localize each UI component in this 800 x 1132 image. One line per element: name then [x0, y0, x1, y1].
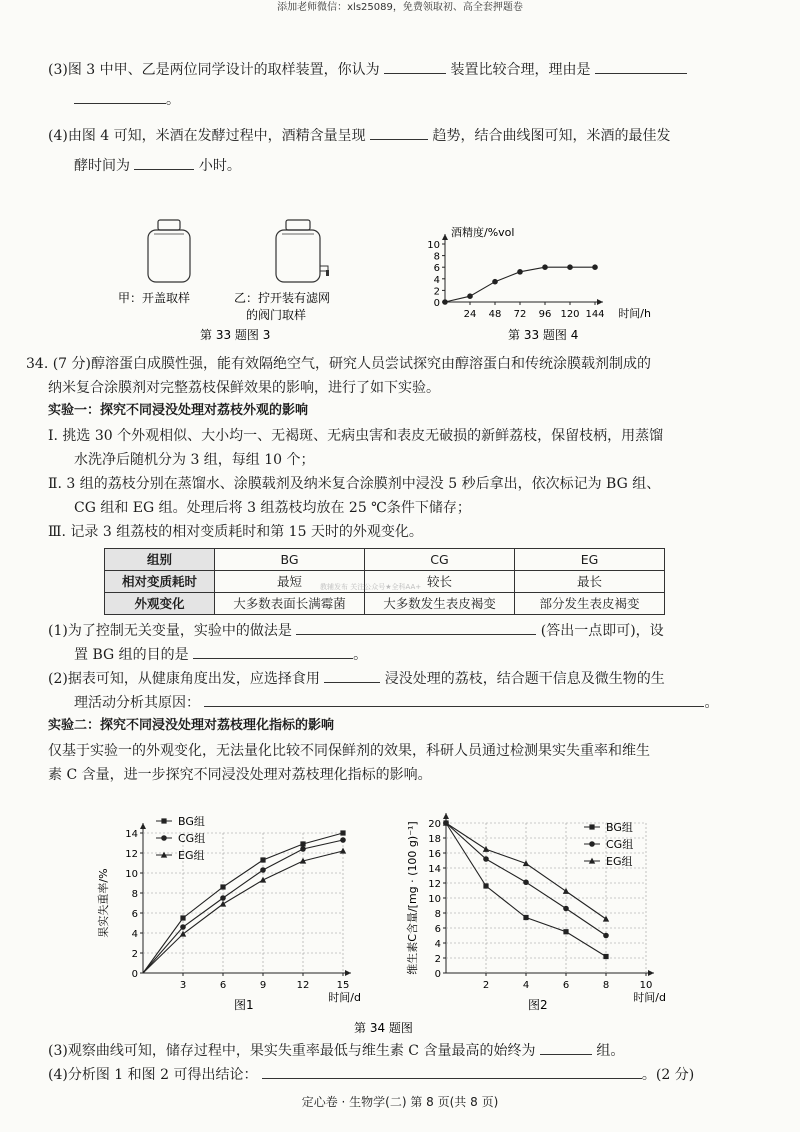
fig3-label-yi-2: 的阀门取样	[246, 308, 307, 322]
y-tick-label: 0	[433, 298, 440, 309]
answer-blank[interactable]	[296, 621, 536, 635]
y-tick-label: 2	[131, 949, 138, 960]
y-axis-arrow	[140, 823, 146, 829]
q34-p2-text-b: 浸没处理的荔枝，结合题干信息及微生物的生	[384, 671, 665, 687]
answer-blank[interactable]	[324, 669, 380, 683]
q34-figures-svg	[48, 787, 748, 1039]
q33-figures-svg	[48, 184, 748, 342]
data-point	[220, 895, 226, 901]
y-tick-label: 12	[125, 849, 138, 860]
q34-p4-text-b: 。(2 分)	[641, 1067, 695, 1083]
table-header-cell: EG	[515, 549, 665, 571]
q33-part4-line2	[48, 154, 748, 184]
y-tick-label: 2	[433, 286, 440, 298]
y-tick-label: 10	[125, 869, 138, 880]
answer-blank[interactable]	[540, 1041, 592, 1055]
data-point	[483, 846, 489, 852]
q34-part1-line2	[48, 643, 748, 667]
q34-part1-line1	[48, 619, 748, 643]
table-header-cell: BG	[215, 549, 365, 571]
x-tick-label: 96	[538, 309, 552, 320]
legend-marker	[589, 841, 595, 847]
data-point	[220, 901, 226, 907]
q34-figure-caption: 第 34 题图	[354, 1021, 413, 1035]
q34-p3-text-b: 组。	[596, 1043, 625, 1059]
x-axis-label: 时间/d	[633, 991, 666, 1004]
table-header-cell: CG	[365, 549, 515, 571]
x-axis-arrow	[597, 299, 603, 305]
q33-part4-line1	[48, 124, 748, 154]
q34-intro-line2: 纳米复合涂膜剂对完整荔枝保鲜效果的影响，进行了如下实验。	[48, 380, 440, 396]
data-point	[603, 933, 609, 939]
y-tick-label: 8	[434, 909, 441, 920]
data-point	[260, 877, 266, 883]
x-tick-label: 48	[488, 309, 502, 320]
q34-p4-text-a: (4)分析图 1 和图 2 可得出结论：	[48, 1067, 258, 1083]
watermark-text: 教辅发布 关注公众号★全科AA+	[320, 583, 422, 591]
table-header-row	[105, 549, 665, 571]
y-tick-label: 10	[428, 894, 441, 905]
series-line	[143, 833, 343, 973]
q33-part3-line2	[48, 88, 748, 118]
q34-p2-text-a: (2)据表可知，从健康角度出发，应选择食用	[48, 671, 320, 687]
fig1-chart	[96, 815, 361, 1004]
table-cell: 较长	[365, 571, 515, 593]
x-tick-label: 6	[562, 980, 570, 991]
table-cell: 大多数发生表皮褐变	[365, 593, 515, 615]
x-axis-arrow	[648, 970, 654, 976]
y-tick-label: 4	[434, 939, 441, 950]
table-cell: 最长	[515, 571, 665, 593]
x-tick-label: 3	[179, 980, 187, 991]
legend-marker	[161, 835, 167, 841]
data-point	[563, 929, 568, 934]
fig2-chart	[405, 813, 666, 1004]
x-tick-label: 120	[560, 309, 580, 320]
data-point	[492, 279, 498, 285]
x-tick-label: 6	[219, 980, 227, 991]
q34-figures	[48, 787, 748, 1039]
legend-entry: CG组	[178, 832, 206, 845]
q34-p3-text-a: (3)观察曲线可知，储存过程中，果实失重率最低与维生素 C 含量最高的始终为	[48, 1043, 536, 1059]
answer-blank[interactable]	[384, 60, 446, 74]
y-tick-label: 6	[131, 909, 138, 920]
answer-blank[interactable]	[204, 693, 704, 707]
y-axis-label: 酒精度/%vol	[451, 226, 515, 239]
q34-p1-text-a: (1)为了控制无关变量，实验中的做法是	[48, 623, 292, 639]
data-point	[180, 924, 186, 930]
y-tick-label: 10	[427, 240, 440, 251]
y-tick-label: 6	[434, 924, 441, 935]
data-point	[260, 867, 266, 873]
data-point	[523, 879, 529, 885]
exp2-text-line2: 素 C 含量，进一步探究不同浸没处理对荔枝理化指标的影响。	[48, 767, 432, 783]
y-tick-label: 14	[428, 864, 441, 875]
q33-p4-text-d: 小时。	[198, 158, 241, 174]
table-header-cell: 组别	[105, 549, 215, 571]
data-point	[517, 269, 523, 275]
data-point	[523, 915, 528, 920]
y-axis-arrow	[443, 813, 449, 819]
table-row	[105, 593, 665, 615]
y-tick-label: 4	[433, 274, 440, 286]
data-point	[563, 888, 569, 894]
x-tick-label: 12	[296, 980, 310, 991]
q33-p3-text-b: 装置比较合理，理由是	[450, 62, 591, 78]
q34-part2-line1	[48, 667, 748, 691]
exp2-title: 实验二：探究不同浸没处理对荔枝理化指标的影响	[48, 718, 335, 733]
data-point	[340, 830, 345, 835]
table-cell: 外观变化	[105, 593, 215, 615]
exp1-step1-line2: 水洗净后随机分为 3 组，每组 10 个；	[74, 452, 315, 468]
table-cell: 部分发生表皮褐变	[515, 593, 665, 615]
data-point	[467, 293, 473, 299]
q33-p3-text-a: (3)图 3 中甲、乙是两位同学设计的取样装置，你认为	[48, 62, 380, 78]
exp1-title: 实验一：探究不同浸没处理对荔枝外观的影响	[48, 403, 309, 418]
y-axis-label: 维生素C含量/[mg · (100 g)⁻¹]	[406, 821, 419, 975]
legend-entry: EG组	[606, 855, 633, 868]
x-tick-label: 15	[336, 980, 350, 991]
y-tick-label: 4	[131, 929, 138, 940]
data-point	[563, 906, 569, 912]
q33-figures	[48, 184, 748, 342]
data-point	[483, 883, 488, 888]
q33-p4-text-a: (4)由图 4 可知，米酒在发酵过程中，酒精含量呈现	[48, 128, 366, 144]
q34-p1-text-b: (答出一点即可)，设	[540, 623, 664, 639]
series-line	[143, 851, 343, 973]
legend-marker	[161, 818, 166, 823]
data-point	[567, 264, 573, 270]
q34-p2-end: 。	[704, 695, 719, 711]
fig3-label-jia: 甲：开盖取样	[118, 291, 191, 305]
legend-entry: BG组	[606, 821, 633, 834]
exp2-text-line1: 仅基于实验一的外观变化，无法量化比较不同保鲜剂的效果，科研人员通过检测果实失重率和维生	[48, 743, 650, 759]
y-tick-label: 8	[433, 251, 440, 263]
table-cell: 最短	[215, 571, 365, 593]
data-point	[180, 931, 186, 937]
y-tick-label: 0	[434, 969, 441, 980]
data-point	[340, 837, 346, 843]
q34-part4	[48, 1063, 748, 1087]
y-tick-label: 14	[125, 829, 138, 840]
data-point	[220, 884, 225, 889]
y-tick-label: 0	[131, 969, 138, 980]
y-tick-label: 2	[434, 954, 441, 965]
exp1-step1-line1: Ⅰ. 挑选 30 个外观相似、大小均一、无褐斑、无病虫害和表皮无破损的新鲜荔枝，保留枝柄，用蒸馏	[48, 428, 664, 444]
legend-entry: EG组	[178, 849, 205, 862]
fig4-chart	[427, 225, 651, 320]
data-point	[603, 954, 608, 959]
q34-p1-end: 。	[353, 647, 368, 663]
q33-p4-text-b: 趋势，结合曲线图可知，米酒的最佳发	[432, 128, 671, 144]
q33-part3-line1	[48, 58, 748, 88]
q34-p2-text-c: 理活动分析其原因：	[74, 695, 200, 711]
x-tick-label: 9	[259, 980, 267, 991]
y-tick-label: 20	[428, 819, 441, 830]
data-point	[542, 264, 548, 270]
y-axis-arrow	[442, 234, 448, 240]
page-footer: 定心卷 · 生物学(二) 第 8 页(共 8 页)	[301, 1095, 499, 1109]
x-tick-label: 10	[639, 980, 653, 991]
top-banner: 添加老师微信：xls25089，免费领取初、高全套押题卷	[277, 2, 523, 13]
fig3-label-yi-1: 乙：拧开装有滤网	[234, 291, 331, 305]
jar-jia-illustration	[148, 220, 190, 282]
x-tick-label: 24	[463, 309, 477, 320]
q34-part3	[48, 1039, 748, 1063]
x-axis-arrow	[345, 970, 351, 976]
answer-blank[interactable]	[134, 156, 194, 170]
y-tick-label: 6	[433, 263, 440, 275]
data-point	[592, 264, 598, 270]
legend-entry: BG组	[178, 815, 205, 828]
legend-marker	[589, 824, 594, 829]
y-tick-label: 16	[428, 849, 441, 860]
x-tick-label: 2	[482, 980, 490, 991]
q34-part2-line2	[48, 691, 748, 715]
table-cell: 相对变质耗时	[105, 571, 215, 593]
x-axis-label: 时间/h	[618, 307, 651, 320]
data-point	[300, 841, 305, 846]
fig2-caption: 图2	[528, 998, 548, 1012]
exp1-step2-line1: Ⅱ. 3 组的荔枝分别在蒸馏水、涂膜载剂及纳米复合涂膜剂中浸没 5 秒后拿出，依次标记为 BG 组、	[48, 476, 661, 492]
data-point	[300, 846, 306, 852]
y-tick-label: 12	[428, 879, 441, 890]
jar-yi-illustration	[276, 220, 329, 282]
fig1-caption: 图1	[234, 998, 254, 1012]
legend-entry: CG组	[606, 838, 634, 851]
x-tick-label: 4	[522, 980, 530, 991]
answer-blank[interactable]	[262, 1065, 642, 1079]
answer-blank[interactable]	[370, 126, 428, 140]
q33-p3-end: 。	[166, 92, 180, 108]
answer-blank[interactable]	[595, 60, 687, 74]
data-point	[442, 299, 448, 305]
data-point	[180, 915, 185, 920]
x-tick-label: 144	[585, 309, 605, 320]
answer-blank[interactable]	[193, 645, 353, 659]
x-axis-label: 时间/d	[328, 991, 361, 1004]
exp1-step3: Ⅲ. 记录 3 组荔枝的相对变质耗时和第 15 天时的外观变化。	[48, 524, 423, 540]
x-tick-label: 8	[602, 980, 610, 991]
q34-p1-text-c: 置 BG 组的目的是	[74, 647, 189, 663]
data-point	[483, 856, 489, 862]
data-point	[603, 916, 609, 922]
x-tick-label: 72	[513, 309, 527, 320]
table-cell: 大多数表面长满霉菌	[215, 593, 365, 615]
data-point	[260, 857, 265, 862]
fig3-caption: 第 33 题图 3	[200, 328, 271, 342]
data-point	[340, 848, 346, 854]
page-content	[26, 58, 748, 1087]
q33-p4-text-c: 酵时间为	[74, 158, 130, 174]
y-tick-label: 18	[428, 834, 441, 845]
y-tick-label: 8	[131, 889, 138, 900]
answer-blank[interactable]	[74, 90, 166, 104]
y-axis-label: 果实失重率/%	[97, 868, 110, 938]
fig4-caption: 第 33 题图 4	[508, 328, 579, 342]
q34-intro-line1: 34. (7 分)醇溶蛋白成膜性强，能有效隔绝空气，研究人员尝试探究由醇溶蛋白和传统涂膜载剂制成的	[26, 356, 651, 372]
exp1-step2-line2: CG 组和 EG 组。处理后将 3 组荔枝均放在 25 ℃条件下储存；	[74, 500, 471, 516]
